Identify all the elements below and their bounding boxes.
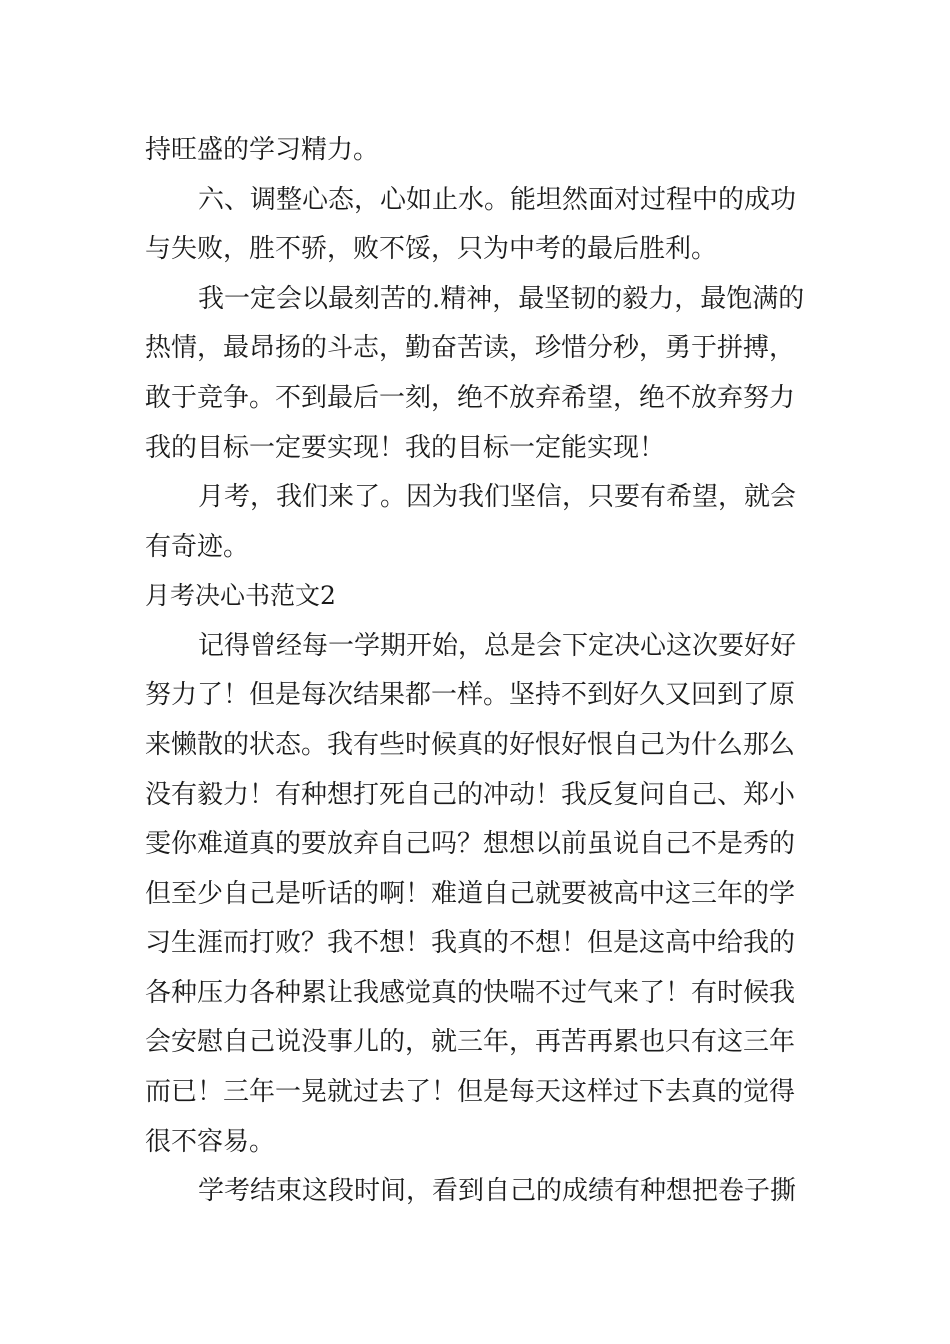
section-heading: 月考决心书范文2 bbox=[145, 581, 336, 610]
text-line: 热情，最昂扬的斗志，勤奋苦读，珍惜分秒，勇于拼搏， bbox=[145, 333, 796, 363]
text-line: 很不容易。 bbox=[145, 1127, 276, 1157]
text-line: 习生涯而打败？我不想！我真的不想！但是这高中给我的 bbox=[145, 928, 796, 958]
text-line: 没有毅力！有种想打死自己的冲动！我反复问自己、郑小 bbox=[145, 780, 796, 810]
text-line: 月考，我们来了。因为我们坚信，只要有希望，就会 bbox=[198, 482, 797, 512]
text-line: 持旺盛的学习精力。 bbox=[145, 135, 380, 165]
text-line: 学考结束这段时间，看到自己的成绩有种想把卷子撕 bbox=[198, 1176, 797, 1206]
text-line: 敢于竞争。不到最后一刻，绝不放弃希望，绝不放弃努力 bbox=[145, 383, 796, 413]
text-line: 各种压力各种累让我感觉真的快喘不过气来了！有时候我 bbox=[145, 978, 796, 1008]
text-line: 我一定会以最刻苦的.精神，最坚韧的毅力，最饱满的 bbox=[198, 284, 805, 314]
text-line: 会安慰自己说没事儿的，就三年，再苦再累也只有这三年 bbox=[145, 1027, 796, 1057]
text-line: 记得曾经每一学期开始，总是会下定决心这次要好好 bbox=[198, 631, 797, 661]
text-line: 与失败，胜不骄，败不馁，只为中考的最后胜利。 bbox=[145, 234, 718, 264]
text-line: 来懒散的状态。我有些时候真的好恨好恨自己为什么那么 bbox=[145, 730, 796, 760]
text-line: 六、调整心态，心如止水。能坦然面对过程中的成功 bbox=[198, 185, 797, 215]
text-line: 但至少自己是听话的啊！难道自己就要被高中这三年的学 bbox=[145, 879, 796, 909]
text-line: 雯你难道真的要放弃自己吗？想想以前虽说自己不是秀的 bbox=[145, 829, 796, 859]
text-line: 有奇迹。 bbox=[145, 532, 250, 562]
text-line: 我的目标一定要实现！我的目标一定能实现！ bbox=[145, 433, 666, 463]
text-line: 努力了！但是每次结果都一样。坚持不到好久又回到了原 bbox=[145, 680, 796, 710]
text-line: 而已！三年一晃就过去了！但是每天这样过下去真的觉得 bbox=[145, 1077, 796, 1107]
